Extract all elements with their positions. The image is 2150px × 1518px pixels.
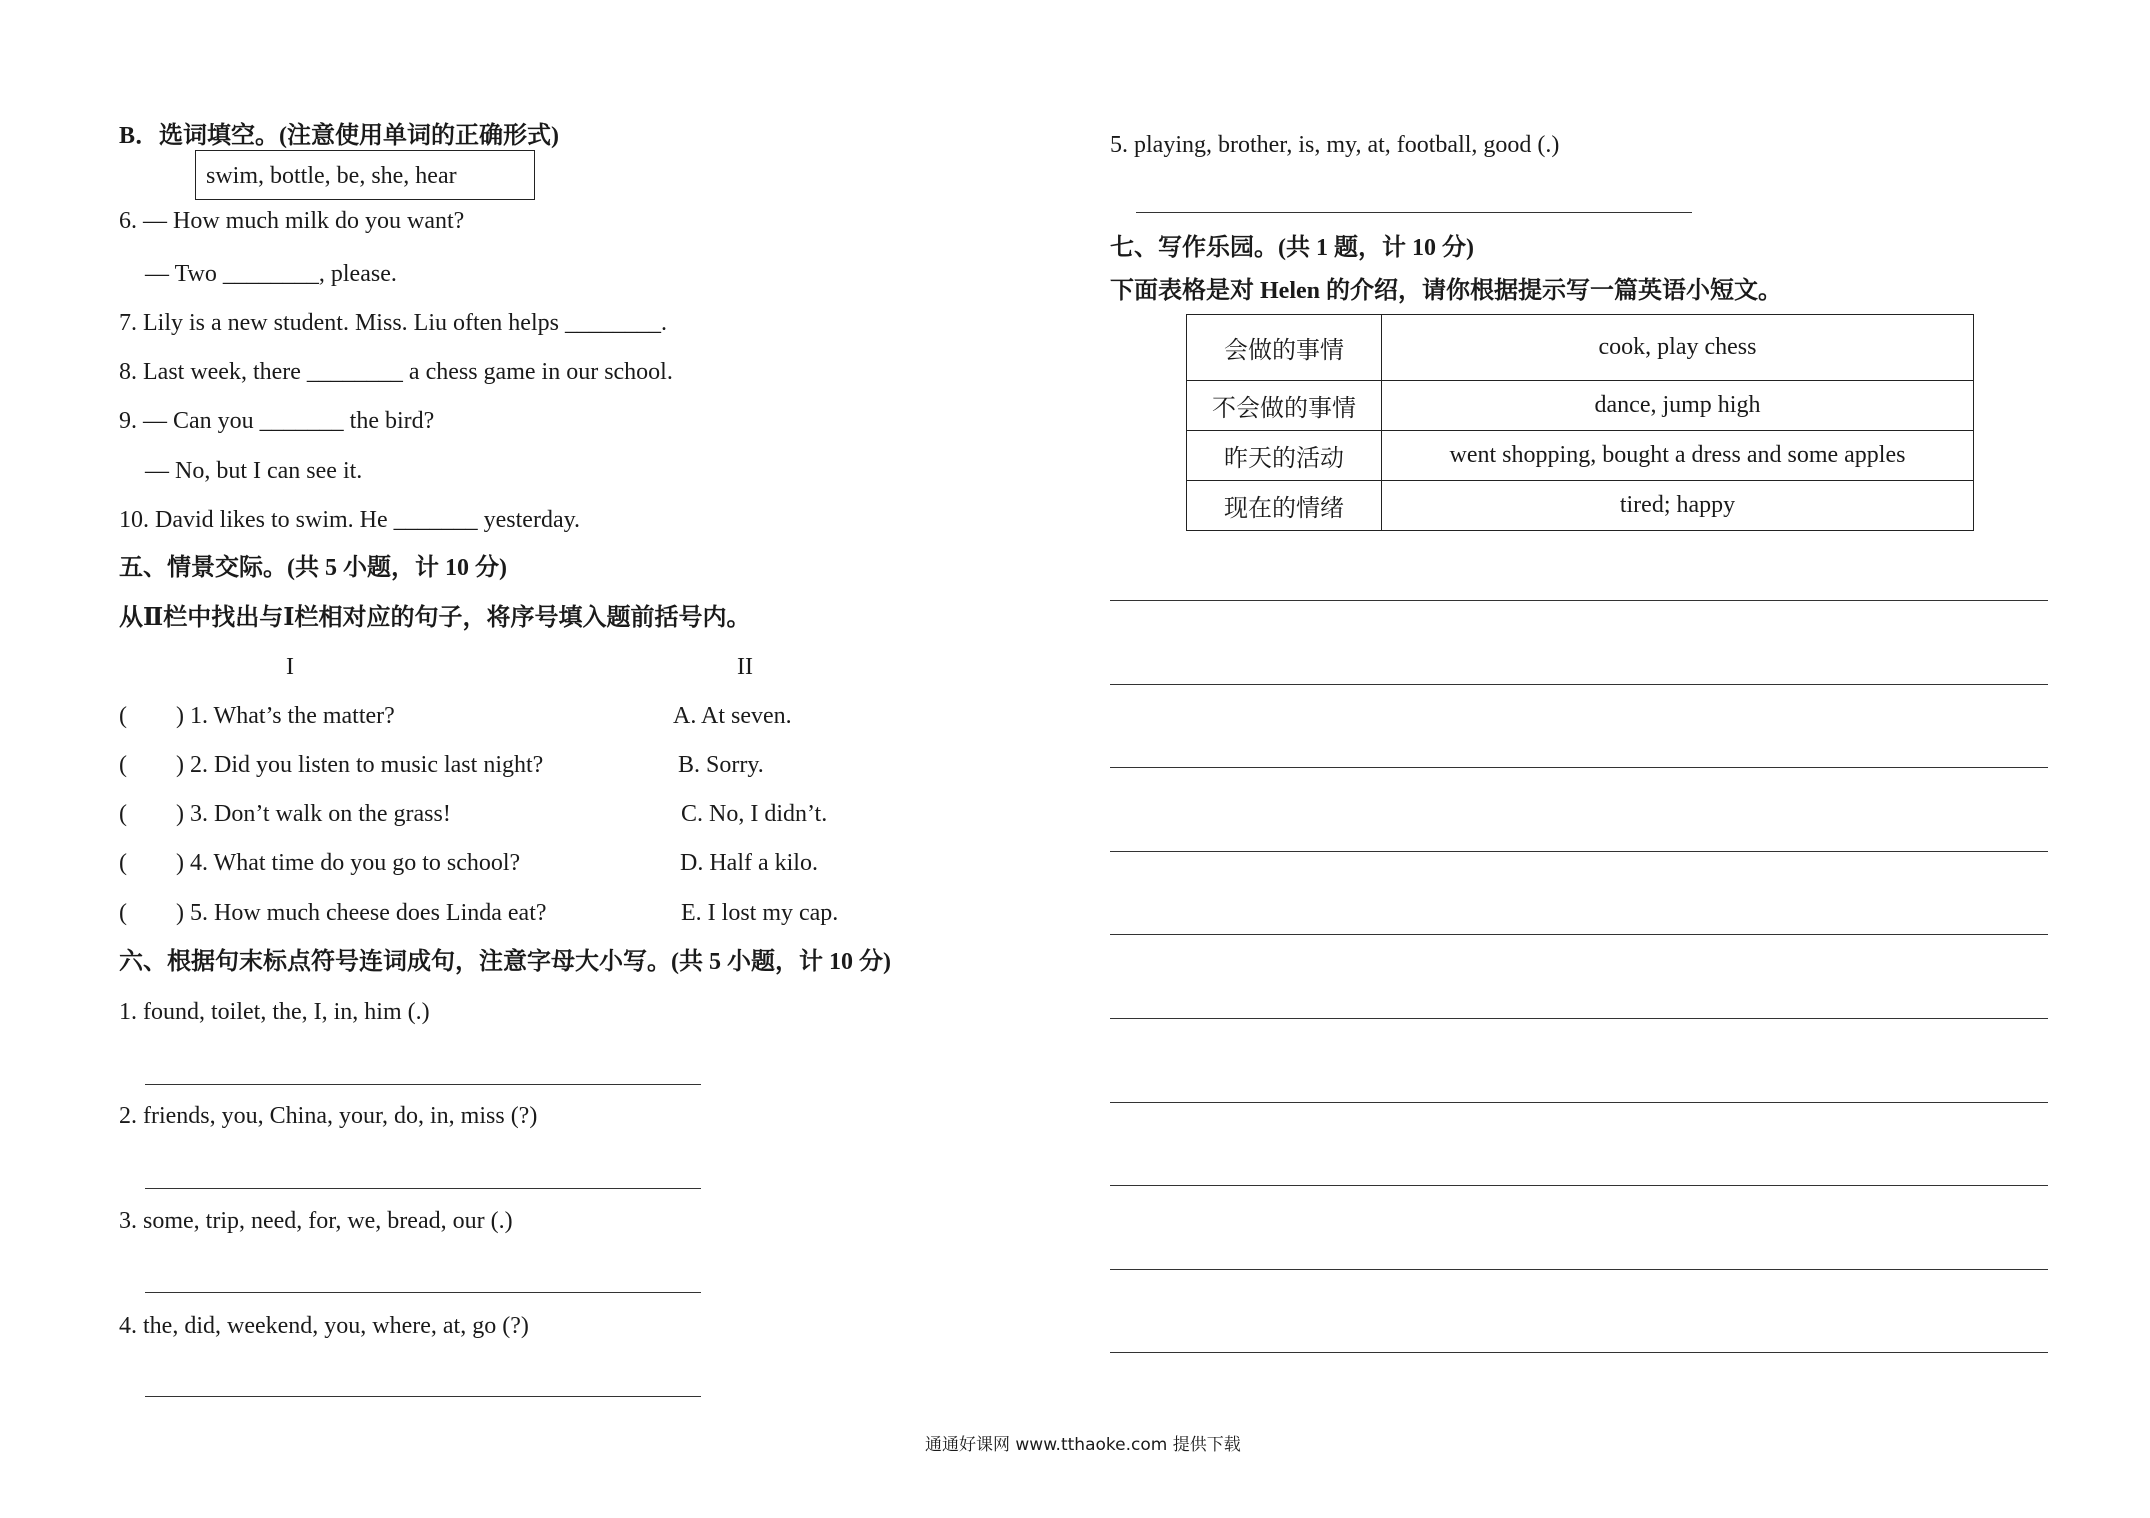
helen-info-table [1186,314,1974,531]
writing-line-6[interactable] [1110,1018,2048,1019]
match-answer-c: C. No, I didn’t. [681,801,828,827]
writing-line-5[interactable] [1110,934,2048,935]
match-paren-2[interactable]: ( [119,752,127,778]
table-row [1187,431,1974,481]
match-paren-5[interactable]: ( [119,900,127,926]
b-question-7: 7. Lily is a new student. Miss. Liu often helps ________. [119,310,667,336]
table-value-mood: tired; happy [1382,481,1974,531]
match-question-3: ) 3. Don’t walk on the grass! [176,801,451,827]
s6-item-2: 2. friends, you, China, your, do, in, miss (?) [119,1103,538,1129]
writing-line-4[interactable] [1110,851,2048,852]
s6-item-3: 3. some, trip, need, for, we, bread, our (.) [119,1208,513,1234]
section-b-title: B．选词填空。(注意使用单词的正确形式) [119,123,559,149]
table-key-cannot-do: 不会做的事情 [1187,381,1382,431]
match-paren-4[interactable]: ( [119,850,127,876]
column-ii-header: II [737,654,753,680]
s6-answer-line-3[interactable] [145,1292,701,1293]
b-question-6: 6. — How much milk do you want? [119,208,465,234]
s6-answer-line-1[interactable] [145,1084,701,1085]
section-7-title: 七、写作乐园。(共 1 题，计 10 分) [1110,235,1474,261]
table-value-cannot-do: dance, jump high [1382,381,1974,431]
match-answer-a: A. At seven. [673,703,792,729]
column-i-header: I [286,654,294,680]
match-question-2: ) 2. Did you listen to music last night? [176,752,544,778]
s6-answer-line-5[interactable] [1136,212,1692,213]
match-question-1: ) 1. What’s the matter? [176,703,395,729]
footer-source: 通通好课网 www.tthaoke.com 提供下载 [925,1435,1241,1455]
section-5-title: 五、情景交际。(共 5 小题，计 10 分) [119,555,507,581]
table-key-mood: 现在的情绪 [1187,481,1382,531]
s6-item-5: 5. playing, brother, is, my, at, football, good (.) [1110,132,1560,158]
match-question-4: ) 4. What time do you go to school? [176,850,521,876]
section-6-title: 六、根据句末标点符号连词成句，注意字母大小写。(共 5 小题，计 10 分) [119,949,891,975]
b-question-10: 10. David likes to swim. He _______ yesterday. [119,507,581,533]
s6-answer-line-4[interactable] [145,1396,701,1397]
table-value-can-do: cook, play chess [1382,315,1974,381]
table-row [1187,315,1974,381]
table-row [1187,481,1974,531]
match-answer-b: B. Sorry. [678,752,764,778]
section-5-instruction: 从Ⅱ栏中找出与Ⅰ栏相对应的句子，将序号填入题前括号内。 [119,605,751,631]
match-question-5: ) 5. How much cheese does Linda eat? [176,900,547,926]
match-paren-1[interactable]: ( [119,703,127,729]
b-question-8: 8. Last week, there ________ a chess game in our school. [119,359,673,385]
writing-line-7[interactable] [1110,1102,2048,1103]
s6-item-1: 1. found, toilet, the, I, in, him (.) [119,999,430,1025]
b-question-9: 9. — Can you _______ the bird? [119,408,435,434]
writing-line-3[interactable] [1110,767,2048,768]
writing-line-1[interactable] [1110,600,2048,601]
word-bank-box [195,150,535,200]
table-row [1187,381,1974,431]
table-key-can-do: 会做的事情 [1187,315,1382,381]
match-answer-d: D. Half a kilo. [680,850,818,876]
writing-line-8[interactable] [1110,1185,2048,1186]
writing-line-2[interactable] [1110,684,2048,685]
word-bank-text: swim, bottle, be, she, hear [206,163,457,189]
match-answer-e: E. I lost my cap. [681,900,839,926]
writing-line-10[interactable] [1110,1352,2048,1353]
table-key-yesterday: 昨天的活动 [1187,431,1382,481]
b-answer-9: — No, but I can see it. [145,458,363,484]
section-7-instruction: 下面表格是对 Helen 的介绍，请你根据提示写一篇英语小短文。 [1110,278,1782,304]
s6-answer-line-2[interactable] [145,1188,701,1189]
match-paren-3[interactable]: ( [119,801,127,827]
s6-item-4: 4. the, did, weekend, you, where, at, go (?) [119,1313,529,1339]
b-answer-6: — Two ________, please. [145,261,397,287]
writing-line-9[interactable] [1110,1269,2048,1270]
table-value-yesterday: went shopping, bought a dress and some apples [1382,431,1974,481]
